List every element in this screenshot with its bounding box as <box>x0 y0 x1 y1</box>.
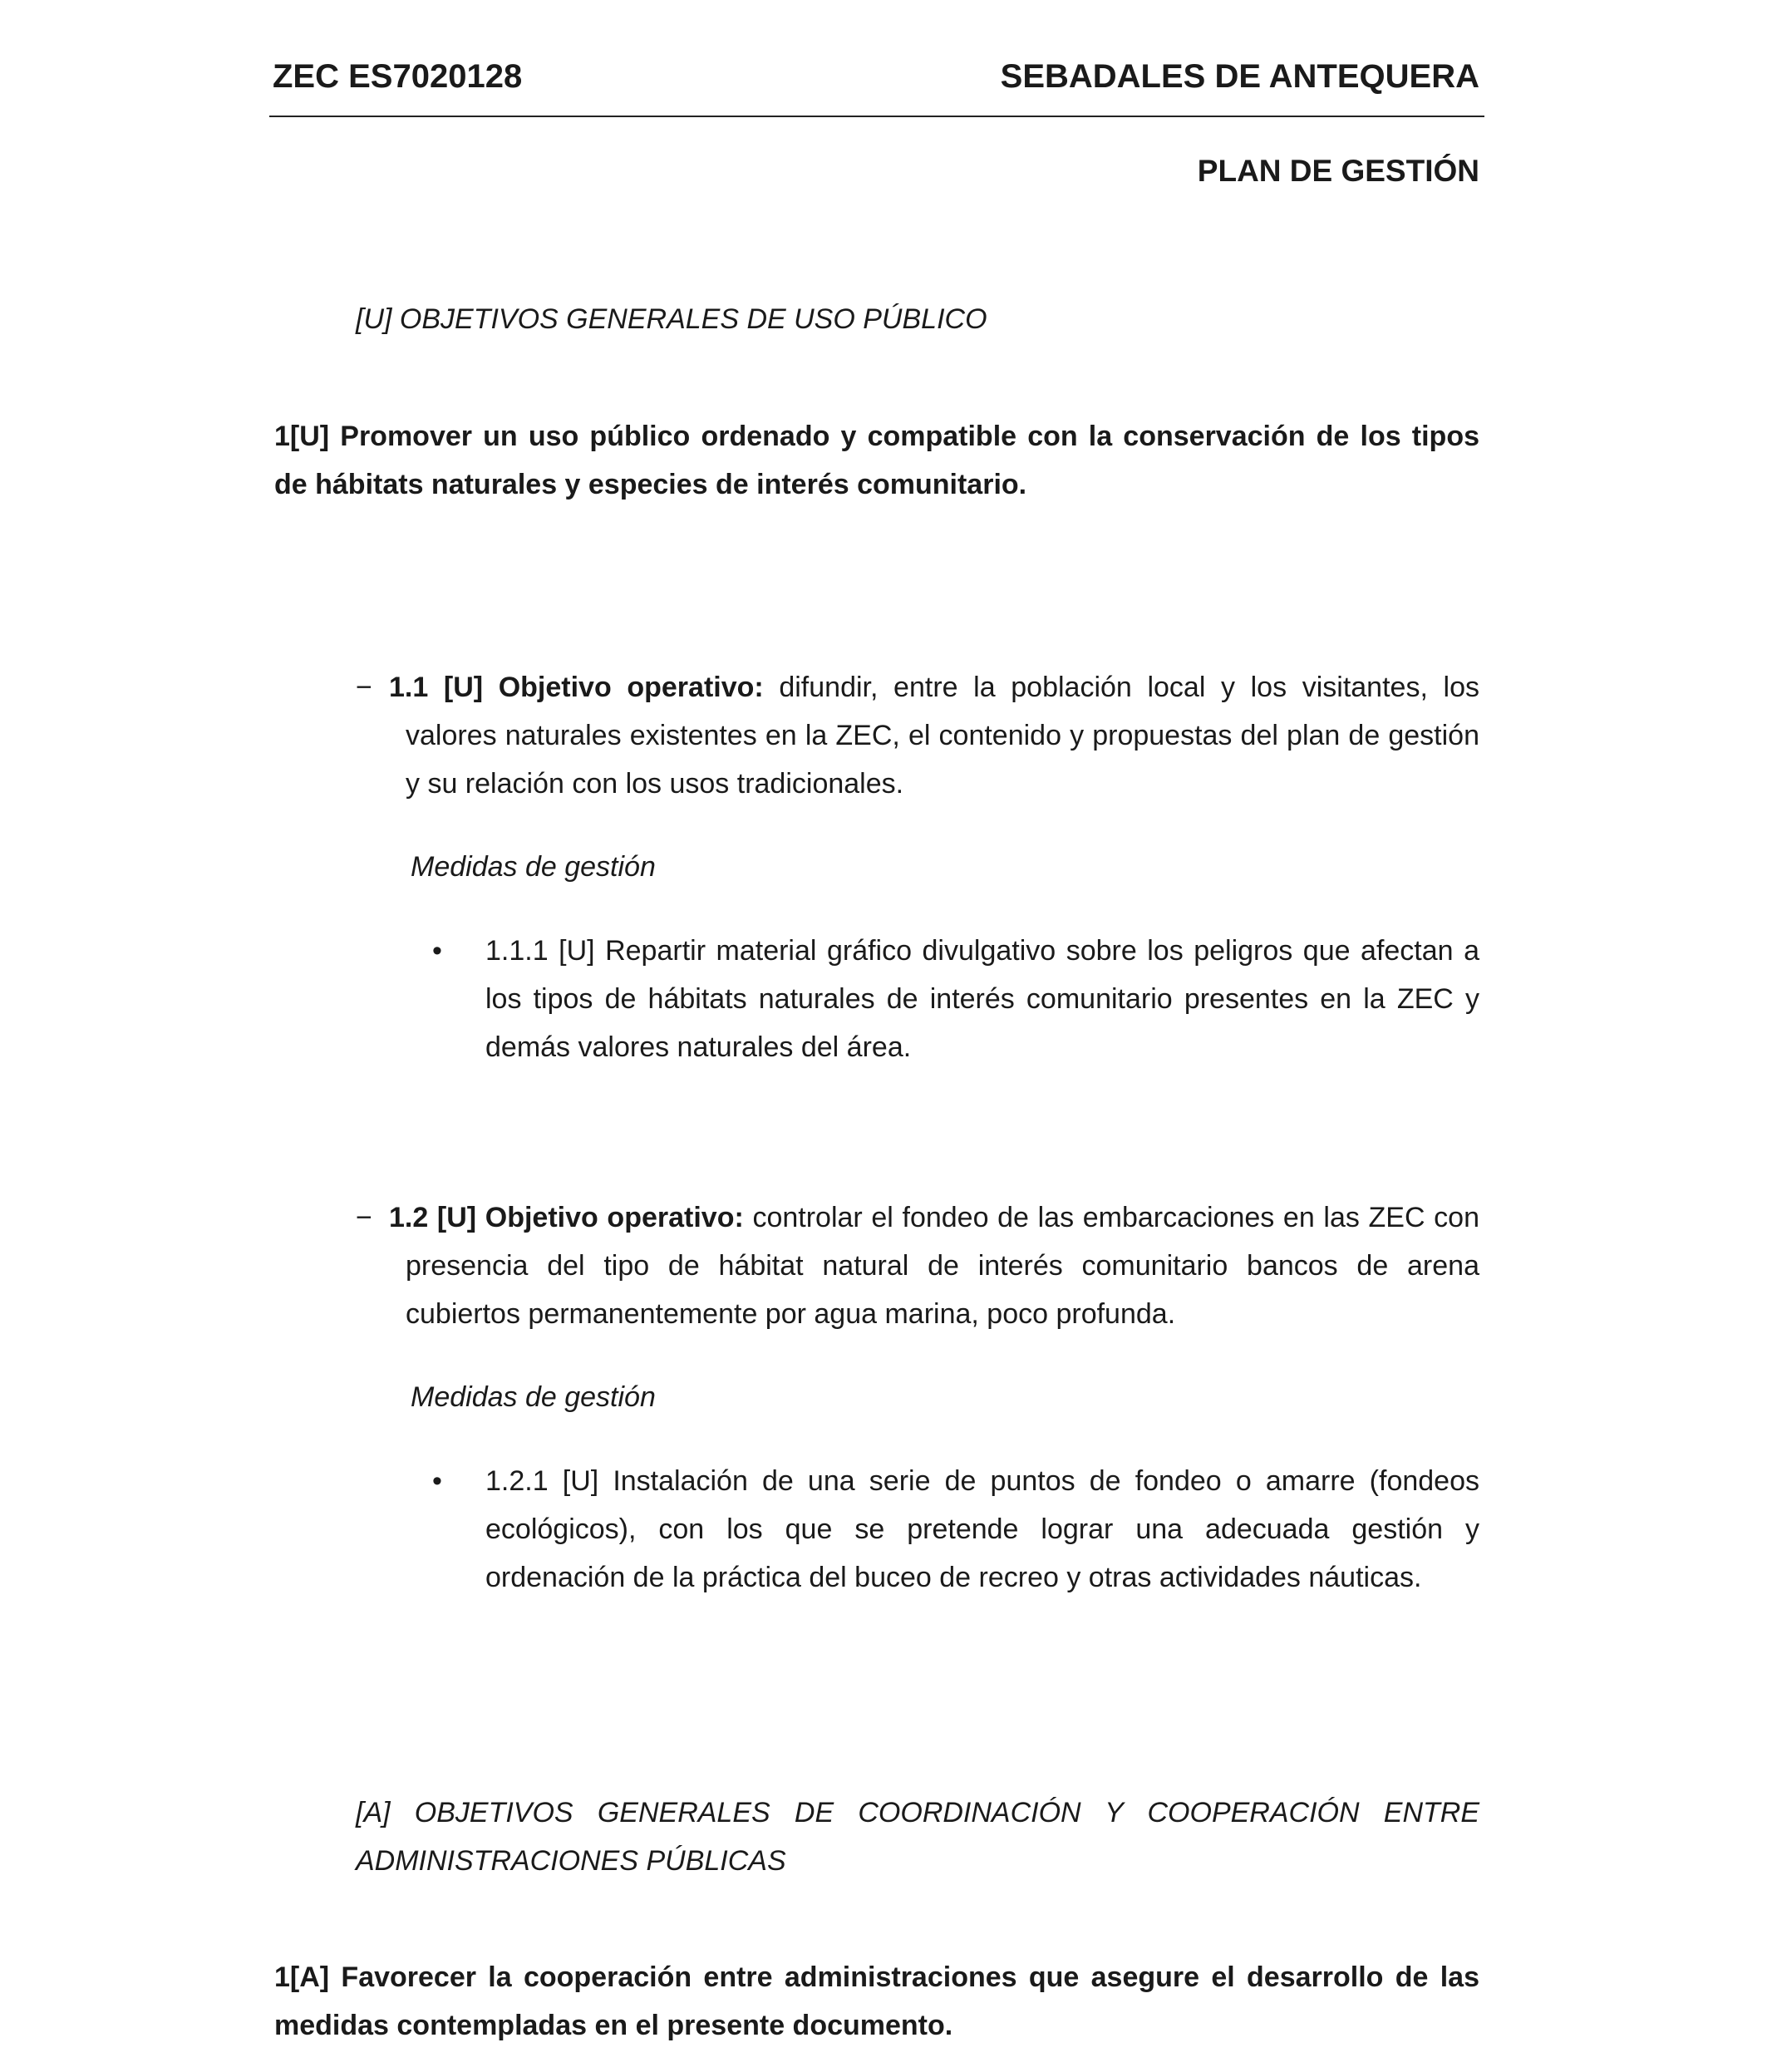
bullet-icon: • <box>432 1465 442 1497</box>
header-divider <box>269 116 1484 117</box>
operative-objective-description: controlar el fondeo de las embarcaciones en las ZEC con presencia del tipo de hábitat natural de interés comunitario bancos de arena cubiertos permanentemente por agua marina, poco profunda. <box>406 1202 1479 1330</box>
operative-objective-label: 1.2 [U] Objetivo operativo: <box>389 1202 744 1233</box>
section-a-heading: [A] OBJETIVOS GENERALES DE COORDINACIÓN Y COOPERACIÓN ENTRE ADMINISTRACIONES PÚBLICAS <box>356 1797 1479 1877</box>
operative-objective-description: difundir, entre la población local y los visitantes, los valores naturales existentes en la ZEC, el contenido y propuestas del plan de gestión y su relación con los usos tradicionales. <box>406 672 1479 800</box>
section-u-heading: [U] OBJETIVOS GENERALES DE USO PÚBLICO <box>356 303 987 335</box>
document-type-title: PLAN DE GESTIÓN <box>1197 154 1479 188</box>
list-dash: − <box>356 1202 372 1233</box>
bullet-icon: • <box>432 935 442 967</box>
list-dash: − <box>356 672 372 703</box>
measure-text: 1.1.1 [U] Repartir material gráfico divulgativo sobre los peligros que afectan a los tipos de hábitats naturales de interés comunitario presentes en la ZEC y demás valores naturales del área. <box>485 935 1479 1063</box>
header-site-name: SEBADALES DE ANTEQUERA <box>1000 58 1479 95</box>
operative-objective-label: 1.1 [U] Objetivo operativo: <box>389 672 764 703</box>
page-header <box>273 52 1479 101</box>
measures-label-1-1: Medidas de gestión <box>411 851 656 883</box>
general-objective-a: 1[A] Favorecer la cooperación entre administraciones que asegure el desarrollo de las medidas contempladas en el presente documento. <box>274 1961 1479 2041</box>
measure-text: 1.2.1 [U] Instalación de una serie de puntos de fondeo o amarre (fondeos ecológicos), con los que se pretende lograr una adecuada gestión y ordenación de la práctica del buceo de recreo y otras actividades náuticas. <box>485 1465 1479 1593</box>
header-site-code: ZEC ES7020128 <box>273 58 523 95</box>
operative-objective-text <box>389 1193 1479 1338</box>
measures-label-1-2: Medidas de gestión <box>411 1381 656 1413</box>
operative-objective-text <box>389 663 1479 808</box>
general-objective-u: 1[U] Promover un uso público ordenado y compatible con la conservación de los tipos de hábitats naturales y especies de interés comunitario. <box>274 421 1479 500</box>
